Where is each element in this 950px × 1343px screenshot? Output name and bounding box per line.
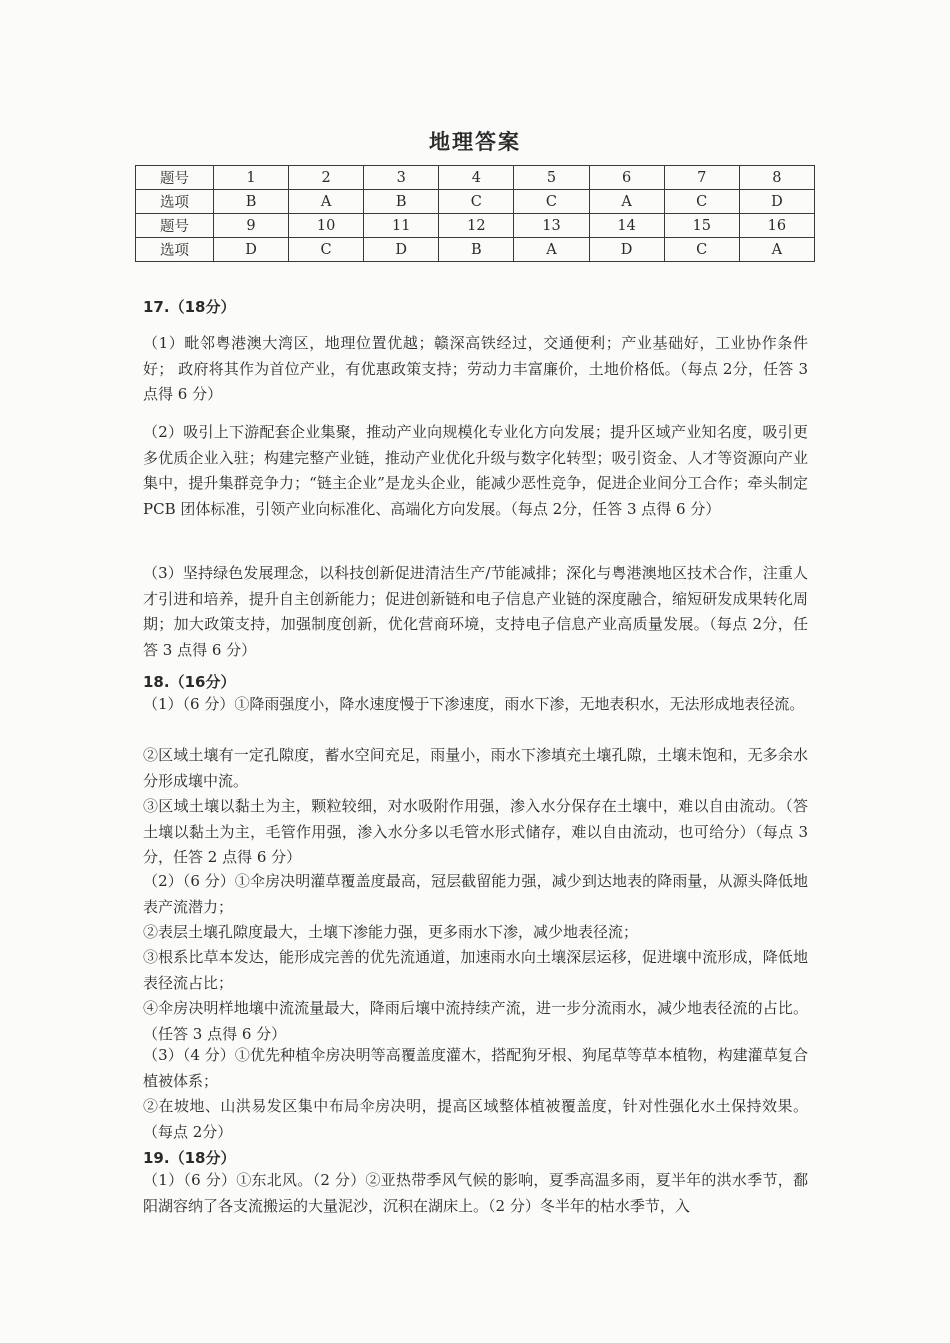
table-cell: 1 <box>214 166 289 190</box>
answer-paragraph: （3）（4 分）①优先种植伞房决明等高覆盖度灌木，搭配狗牙根、狗尾草等草本植物，构建灌草复合植被体系； <box>143 1046 808 1090</box>
table-cell: 5 <box>514 166 589 190</box>
table-cell: D <box>739 190 814 214</box>
answer-paragraph: ④伞房决明样地壤中流流量最大，降雨后壤中流持续产流，进一步分流雨水，减少地表径流的占比。（任答 3 点得 6 分） <box>143 999 808 1043</box>
table-cell: 10 <box>289 214 364 238</box>
table-cell: A <box>289 190 364 214</box>
answer-paragraph: ③区域土壤以黏土为主，颗粒较细，对水吸附作用强，渗入水分保存在土壤中，难以自由流动。（答土壤以黏土为主，毛管作用强，渗入水分多以毛管水形式储存，难以自由流动，也可给分）（每点 3分，任答 2 点得 6 分） <box>143 797 808 866</box>
table-cell: 4 <box>439 166 514 190</box>
answer-paragraph: （2）吸引上下游配套企业集聚，推动产业向规模化专业化方向发展；提升区域产业知名度，吸引更多优质企业入驻；构建完整产业链，推动产业优化升级与数字化转型；吸引资金、人才等资源向产业集中，提升集群竞争力；“链主企业”是龙头企业，能减少恶性竞争，促进企业间分工合作；牵头制定 PCB 团体标准，引领产业向标准化、高端化方向发展。（每点 2分，任答 3 点得 6 分） <box>143 423 808 518</box>
table-row <box>136 238 815 262</box>
table-cell: C <box>664 190 739 214</box>
row-label: 选项 <box>136 190 214 214</box>
table-row <box>136 214 815 238</box>
page-title: 地理答案 <box>429 130 521 154</box>
answer-paragraph: （3）坚持绿色发展理念，以科技创新促进清洁生产/节能减排；深化与粤港澳地区技术合作，注重人才引进和培养，提升自主创新能力；促进创新链和电子信息产业链的深度融合，缩短研发成果转化周期；加大政策支持，加强制度创新，优化营商环境，支持电子信息产业高质量发展。（每点 2分，任答 3 点得 6 分） <box>143 564 808 659</box>
table-cell: C <box>439 190 514 214</box>
answer-paragraph: （1）（6 分）①东北风。（2 分）②亚热带季风气候的影响，夏季高温多雨，夏半年的洪水季节，鄱阳湖容纳了各支流搬运的大量泥沙，沉积在湖床上。（2 分）冬半年的枯水季节，入 <box>143 1171 808 1215</box>
answer-paragraph: （2）（6 分）①伞房决明灌草覆盖度最高，冠层截留能力强，减少到达地表的降雨量，从源头降低地表产流潜力； <box>143 872 808 916</box>
row-label: 题号 <box>136 214 214 238</box>
question-19-heading: 19.（18分） <box>143 1149 236 1167</box>
table-cell: 14 <box>589 214 664 238</box>
table-cell: 8 <box>739 166 814 190</box>
table-cell: B <box>439 238 514 262</box>
table-row <box>136 166 815 190</box>
table-cell: D <box>214 238 289 262</box>
table-cell: 15 <box>664 214 739 238</box>
table-cell: 16 <box>739 214 814 238</box>
table-cell: 9 <box>214 214 289 238</box>
table-cell: 3 <box>364 166 439 190</box>
row-label: 题号 <box>136 166 214 190</box>
row-label: 选项 <box>136 238 214 262</box>
answer-paragraph: ③根系比草本发达，能形成完善的优先流通道，加速雨水向土壤深层运移，促进壤中流形成，降低地表径流占比； <box>143 948 808 992</box>
table-cell: D <box>589 238 664 262</box>
answer-paragraph: ②区域土壤有一定孔隙度，蓄水空间充足，雨量小，雨水下渗填充土壤孔隙，土壤未饱和，无多余水分形成壤中流。 <box>143 746 808 790</box>
question-18-heading: 18.（16分） <box>143 673 236 691</box>
table-cell: 11 <box>364 214 439 238</box>
table-cell: 7 <box>664 166 739 190</box>
table-row <box>136 190 815 214</box>
answer-key-table <box>135 165 815 262</box>
table-cell: A <box>589 190 664 214</box>
table-cell: 12 <box>439 214 514 238</box>
table-cell: A <box>739 238 814 262</box>
table-cell: 13 <box>514 214 589 238</box>
answer-paragraph: （1）毗邻粤港澳大湾区，地理位置优越；赣深高铁经过，交通便利；产业基础好，工业协作条件好； 政府将其作为首位产业，有优惠政策支持；劳动力丰富廉价，土地价格低。（每点 2分，任答 3 点得 6 分） <box>143 334 808 403</box>
answer-paragraph: ②表层土壤孔隙度最大，土壤下渗能力强，更多雨水下渗，减少地表径流； <box>143 923 639 941</box>
table-cell: C <box>289 238 364 262</box>
table-cell: C <box>664 238 739 262</box>
table-cell: A <box>514 238 589 262</box>
table-cell: B <box>364 190 439 214</box>
table-cell: 6 <box>589 166 664 190</box>
table-cell: D <box>364 238 439 262</box>
question-17-heading: 17.（18分） <box>143 298 236 316</box>
table-cell: C <box>514 190 589 214</box>
answer-paragraph: （1）（6 分）①降雨强度小，降水速度慢于下渗速度，雨水下渗，无地表积水，无法形成地表径流。 <box>143 695 805 713</box>
table-cell: 2 <box>289 166 364 190</box>
answer-paragraph: ②在坡地、山洪易发区集中布局伞房决明，提高区域整体植被覆盖度，针对性强化水土保持效果。（每点 2分） <box>143 1097 808 1141</box>
table-cell: B <box>214 190 289 214</box>
